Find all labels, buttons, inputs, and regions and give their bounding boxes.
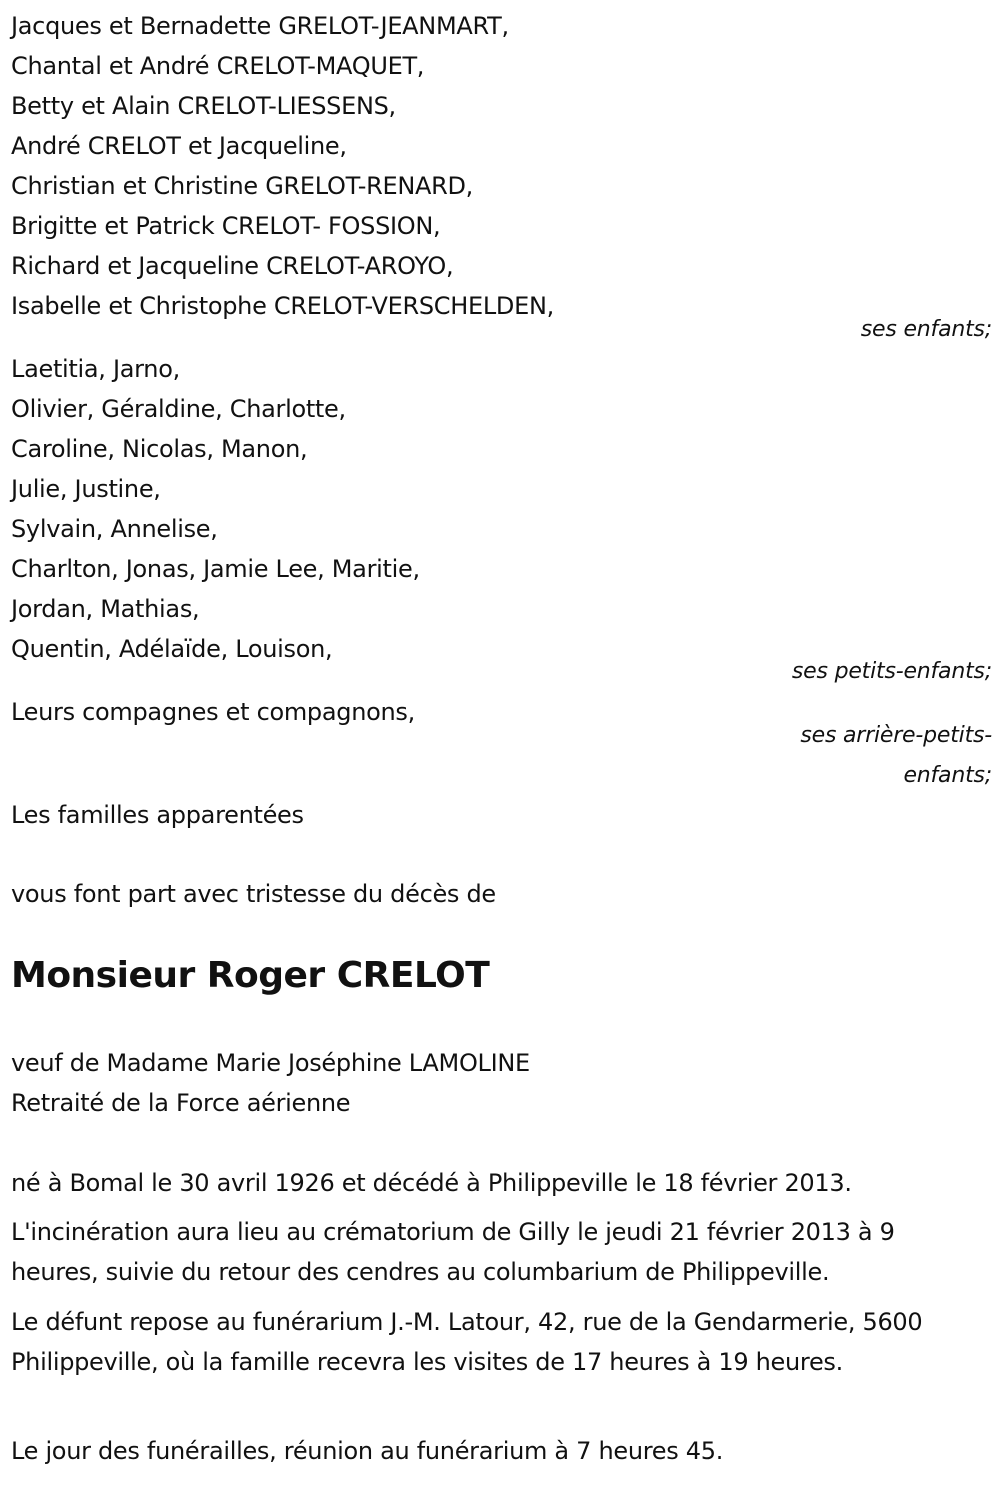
child-entry: André CRELOT et Jacqueline,	[11, 132, 347, 160]
occupation: Retraité de la Force aérienne	[11, 1089, 351, 1117]
grandchild-entry: Julie, Justine,	[11, 475, 161, 503]
announcement-text: vous font part avec tristesse du décès de	[11, 880, 496, 908]
child-entry: Brigitte et Patrick CRELOT- FOSSION,	[11, 212, 441, 240]
child-entry: Betty et Alain CRELOT-LIESSENS,	[11, 92, 396, 120]
child-entry: Richard et Jacqueline CRELOT-AROYO,	[11, 252, 454, 280]
great-grandchildren-entry: Leurs compagnes et compagnons,	[11, 698, 415, 726]
grandchild-entry: Sylvain, Annelise,	[11, 515, 218, 543]
cremation-info: L'incinération aura lieu au crématorium de Gilly le jeudi 21 février 2013 à 9 heures, suivie du retour des cendres au columbarium de Philippeville.	[11, 1218, 895, 1286]
grandchildren-role-label: ses petits-enfants;	[791, 659, 992, 684]
grandchild-entry: Quentin, Adélaïde, Louison,	[11, 635, 333, 663]
child-entry: Jacques et Bernadette GRELOT-JEANMART,	[11, 12, 509, 40]
grandchild-entry: Olivier, Géraldine, Charlotte,	[11, 395, 346, 423]
grandchild-entry: Jordan, Mathias,	[11, 595, 200, 623]
child-entry: Christian et Christine GRELOT-RENARD,	[11, 172, 473, 200]
children-list	[11, 6, 992, 326]
grandchildren-list	[11, 349, 992, 669]
child-entry: Isabelle et Christophe CRELOT-VERSCHELDEN,	[11, 292, 554, 320]
widower-of: veuf de Madame Marie Joséphine LAMOLINE	[11, 1049, 530, 1077]
great-grandchildren-role-label-cont: enfants;	[903, 763, 992, 788]
visitation-info: Le défunt repose au funérarium J.-M. Latour, 42, rue de la Gendarmerie, 5600 Philippeville, où la famille recevra les visites de 17 heures à 19 heures.	[11, 1308, 923, 1376]
related-families: Les familles apparentées	[11, 801, 304, 829]
deceased-name: Monsieur Roger CRELOT	[11, 955, 490, 996]
great-grandchildren-role-label: ses arrière-petits-	[800, 723, 992, 748]
birth-death-info: né à Bomal le 30 avril 1926 et décédé à Philippeville le 18 février 2013.	[11, 1169, 852, 1197]
grandchild-entry: Caroline, Nicolas, Manon,	[11, 435, 308, 463]
child-entry: Chantal et André CRELOT-MAQUET,	[11, 52, 425, 80]
children-role-label: ses enfants;	[860, 317, 992, 342]
funeral-day-info: Le jour des funérailles, réunion au funérarium à 7 heures 45.	[11, 1437, 724, 1465]
grandchild-entry: Charlton, Jonas, Jamie Lee, Maritie,	[11, 555, 420, 583]
grandchild-entry: Laetitia, Jarno,	[11, 355, 180, 383]
